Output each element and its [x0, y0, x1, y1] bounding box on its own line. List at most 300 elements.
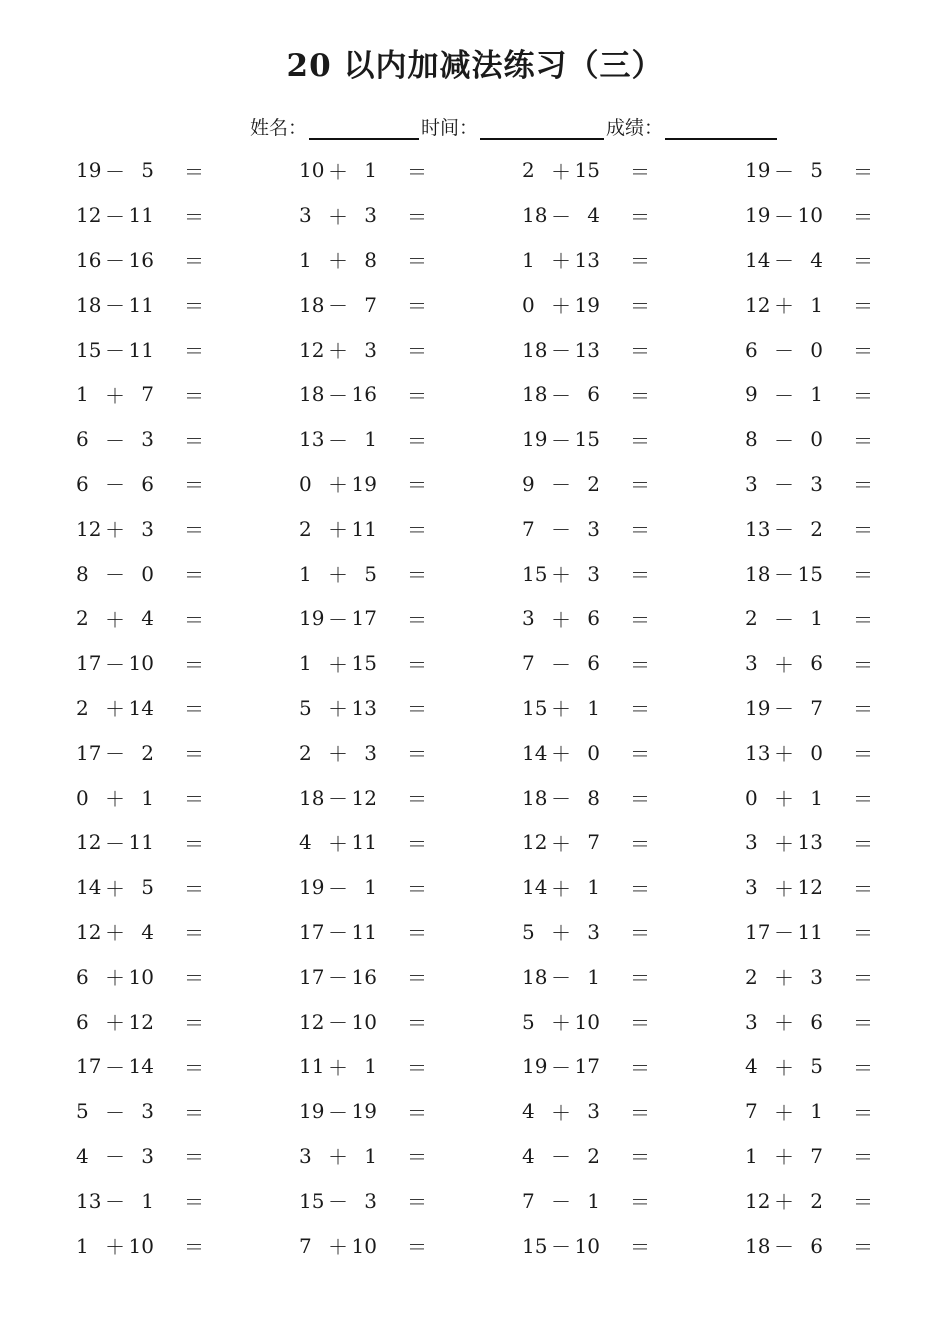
- math-problem: [299, 1178, 427, 1223]
- equals-sign: ＝: [853, 787, 873, 812]
- equals-sign: ＝: [853, 383, 873, 408]
- math-problem: [522, 551, 650, 596]
- operator: －: [328, 921, 348, 946]
- operand-a: 16: [76, 247, 102, 272]
- operand-a: 12: [76, 516, 102, 541]
- operand-b: 3: [810, 471, 823, 496]
- operator: －: [105, 831, 125, 856]
- math-problem: [76, 730, 204, 775]
- operand-b: 11: [351, 516, 377, 541]
- equals-sign: ＝: [630, 921, 650, 946]
- math-problem: [299, 238, 427, 283]
- problem-row: [76, 1044, 876, 1089]
- math-problem: [745, 1089, 873, 1134]
- operand-a: 1: [299, 561, 312, 586]
- operand-b: 3: [587, 919, 600, 944]
- operator: ＋: [551, 876, 571, 901]
- operand-a: 2: [76, 606, 89, 631]
- operand-b: 1: [587, 1188, 600, 1213]
- operator: ＋: [551, 1100, 571, 1125]
- math-problem: [76, 282, 204, 327]
- operand-b: 3: [141, 427, 154, 452]
- math-problem: [76, 462, 204, 507]
- operator: ＋: [105, 966, 125, 991]
- operand-a: 4: [522, 1143, 535, 1168]
- operator: －: [105, 1145, 125, 1170]
- operand-a: 6: [76, 964, 89, 989]
- operand-b: 3: [141, 1143, 154, 1168]
- math-problem: [745, 865, 873, 910]
- problem-row: [76, 282, 876, 327]
- operator: ＋: [105, 876, 125, 901]
- operator: －: [551, 966, 571, 991]
- math-problem: [745, 910, 873, 955]
- operand-b: 10: [128, 1233, 154, 1258]
- equals-sign: ＝: [853, 1235, 873, 1260]
- problem-row: [76, 506, 876, 551]
- operand-a: 5: [76, 1099, 89, 1124]
- operand-b: 3: [587, 1099, 600, 1124]
- equals-sign: ＝: [853, 876, 873, 901]
- math-problem: [522, 954, 650, 999]
- operator: －: [105, 428, 125, 453]
- equals-sign: ＝: [853, 1055, 873, 1080]
- equals-sign: ＝: [630, 1055, 650, 1080]
- operator: ＋: [551, 249, 571, 274]
- operand-a: 12: [299, 337, 325, 362]
- math-problem: [76, 372, 204, 417]
- equals-sign: ＝: [853, 518, 873, 543]
- math-problem: [299, 1089, 427, 1134]
- equals-sign: ＝: [184, 876, 204, 901]
- operand-b: 11: [128, 203, 154, 228]
- operator: ＋: [105, 383, 125, 408]
- operand-b: 11: [351, 919, 377, 944]
- math-problem: [522, 1178, 650, 1223]
- math-problem: [745, 820, 873, 865]
- score-label: 成绩：: [606, 117, 664, 139]
- operator: ＋: [774, 294, 794, 319]
- math-problem: [299, 999, 427, 1044]
- math-problem: [745, 372, 873, 417]
- operand-a: 14: [745, 247, 771, 272]
- operator: ＋: [105, 787, 125, 812]
- operator: －: [774, 204, 794, 229]
- math-problem: [522, 686, 650, 731]
- operator: －: [105, 563, 125, 588]
- math-problem: [76, 1089, 204, 1134]
- equals-sign: ＝: [184, 1190, 204, 1215]
- operand-b: 7: [141, 382, 154, 407]
- equals-sign: ＝: [184, 831, 204, 856]
- problem-row: [76, 999, 876, 1044]
- operand-a: 7: [522, 516, 535, 541]
- operator: －: [328, 787, 348, 812]
- operator: －: [105, 652, 125, 677]
- operand-b: 6: [587, 651, 600, 676]
- problem-row: [76, 417, 876, 462]
- equals-sign: ＝: [630, 294, 650, 319]
- operand-b: 0: [587, 740, 600, 765]
- operand-a: 6: [76, 427, 89, 452]
- operator: ＋: [105, 921, 125, 946]
- operand-b: 4: [587, 203, 600, 228]
- operator: ＋: [328, 563, 348, 588]
- operand-a: 8: [76, 561, 89, 586]
- math-problem: [76, 910, 204, 955]
- operator: ＋: [774, 1190, 794, 1215]
- operand-a: 4: [76, 1143, 89, 1168]
- operator: －: [105, 1100, 125, 1125]
- operand-b: 1: [141, 785, 154, 810]
- operand-b: 3: [364, 740, 377, 765]
- math-problem: [745, 641, 873, 686]
- operand-a: 19: [745, 203, 771, 228]
- equals-sign: ＝: [184, 159, 204, 184]
- math-problem: [76, 686, 204, 731]
- math-problem: [299, 954, 427, 999]
- operand-b: 16: [351, 964, 377, 989]
- equals-sign: ＝: [407, 249, 427, 274]
- operand-a: 14: [522, 740, 548, 765]
- operand-a: 2: [76, 695, 89, 720]
- operand-a: 13: [745, 516, 771, 541]
- operator: ＋: [105, 1235, 125, 1260]
- operator: ＋: [551, 1011, 571, 1036]
- operand-b: 8: [587, 785, 600, 810]
- equals-sign: ＝: [853, 697, 873, 722]
- math-problem: [76, 865, 204, 910]
- equals-sign: ＝: [630, 1145, 650, 1170]
- operator: ＋: [328, 1145, 348, 1170]
- operator: －: [105, 1055, 125, 1080]
- operand-b: 2: [810, 1188, 823, 1213]
- equals-sign: ＝: [630, 473, 650, 498]
- operator: ＋: [328, 652, 348, 677]
- operand-b: 5: [810, 1054, 823, 1079]
- equals-sign: ＝: [630, 518, 650, 543]
- math-problem: [299, 820, 427, 865]
- operand-a: 4: [299, 830, 312, 855]
- math-problem: [76, 641, 204, 686]
- equals-sign: ＝: [853, 563, 873, 588]
- equals-sign: ＝: [184, 563, 204, 588]
- operand-b: 7: [810, 695, 823, 720]
- operand-a: 12: [299, 1009, 325, 1034]
- math-problem: [76, 417, 204, 462]
- math-problem: [299, 1134, 427, 1179]
- operand-a: 18: [299, 382, 325, 407]
- operator: ＋: [328, 1055, 348, 1080]
- equals-sign: ＝: [184, 1055, 204, 1080]
- name-blank[interactable]: [309, 112, 419, 140]
- operator: －: [774, 159, 794, 184]
- operand-a: 1: [522, 247, 535, 272]
- equals-sign: ＝: [407, 876, 427, 901]
- operator: ＋: [328, 831, 348, 856]
- operator: －: [551, 339, 571, 364]
- operand-b: 0: [141, 561, 154, 586]
- operator: －: [105, 249, 125, 274]
- math-problem: [76, 148, 204, 193]
- equals-sign: ＝: [184, 966, 204, 991]
- operand-b: 1: [587, 695, 600, 720]
- equals-sign: ＝: [630, 1190, 650, 1215]
- operand-b: 12: [797, 875, 823, 900]
- operand-b: 10: [797, 203, 823, 228]
- operand-b: 4: [141, 919, 154, 944]
- operator: －: [105, 294, 125, 319]
- equals-sign: ＝: [630, 831, 650, 856]
- problem-row: [76, 238, 876, 283]
- math-problem: [299, 775, 427, 820]
- math-problem: [745, 462, 873, 507]
- equals-sign: ＝: [853, 1145, 873, 1170]
- problem-row: [76, 596, 876, 641]
- operand-b: 19: [574, 292, 600, 317]
- operand-a: 12: [745, 292, 771, 317]
- equals-sign: ＝: [853, 428, 873, 453]
- problem-row: [76, 954, 876, 999]
- operand-a: 15: [522, 561, 548, 586]
- problem-row: [76, 1134, 876, 1179]
- equals-sign: ＝: [407, 697, 427, 722]
- equals-sign: ＝: [407, 563, 427, 588]
- equals-sign: ＝: [853, 204, 873, 229]
- operand-b: 11: [128, 292, 154, 317]
- operand-a: 3: [745, 875, 758, 900]
- math-problem: [522, 820, 650, 865]
- operand-b: 11: [128, 337, 154, 362]
- math-problem: [745, 1223, 873, 1268]
- operand-a: 18: [522, 964, 548, 989]
- operator: ＋: [328, 518, 348, 543]
- equals-sign: ＝: [853, 249, 873, 274]
- operand-b: 5: [141, 875, 154, 900]
- operand-a: 19: [522, 427, 548, 452]
- operand-b: 17: [351, 606, 377, 631]
- operand-a: 19: [76, 158, 102, 183]
- problem-row: [76, 910, 876, 955]
- problem-row: [76, 372, 876, 417]
- operand-a: 3: [745, 471, 758, 496]
- operand-b: 10: [128, 964, 154, 989]
- operand-b: 2: [587, 471, 600, 496]
- math-problem: [745, 551, 873, 596]
- operator: －: [328, 966, 348, 991]
- operand-b: 16: [128, 247, 154, 272]
- equals-sign: ＝: [407, 204, 427, 229]
- operator: －: [551, 383, 571, 408]
- operand-b: 3: [364, 1188, 377, 1213]
- math-problem: [745, 1134, 873, 1179]
- problem-row: [76, 327, 876, 372]
- operand-b: 1: [810, 292, 823, 317]
- operand-b: 5: [364, 561, 377, 586]
- equals-sign: ＝: [184, 383, 204, 408]
- math-problem: [745, 954, 873, 999]
- operand-a: 3: [299, 203, 312, 228]
- equals-sign: ＝: [853, 742, 873, 767]
- operator: ＋: [774, 1145, 794, 1170]
- operand-b: 1: [810, 606, 823, 631]
- equals-sign: ＝: [407, 1055, 427, 1080]
- operator: ＋: [551, 697, 571, 722]
- problem-row: [76, 1089, 876, 1134]
- equals-sign: ＝: [184, 652, 204, 677]
- operator: ＋: [551, 563, 571, 588]
- equals-sign: ＝: [630, 787, 650, 812]
- score-blank[interactable]: [665, 112, 777, 140]
- math-problem: [522, 999, 650, 1044]
- operand-a: 17: [299, 964, 325, 989]
- operand-a: 15: [299, 1188, 325, 1213]
- operand-a: 18: [522, 203, 548, 228]
- operand-a: 19: [299, 606, 325, 631]
- operator: ＋: [774, 1100, 794, 1125]
- operator: －: [328, 383, 348, 408]
- operand-b: 8: [364, 247, 377, 272]
- math-problem: [745, 148, 873, 193]
- equals-sign: ＝: [184, 204, 204, 229]
- math-problem: [522, 865, 650, 910]
- math-problem: [299, 462, 427, 507]
- math-problem: [522, 1044, 650, 1089]
- math-problem: [745, 1044, 873, 1089]
- operator: ＋: [105, 697, 125, 722]
- math-problem: [522, 193, 650, 238]
- operator: －: [774, 607, 794, 632]
- equals-sign: ＝: [630, 652, 650, 677]
- operator: ＋: [774, 1055, 794, 1080]
- math-problem: [522, 1223, 650, 1268]
- operator: ＋: [551, 159, 571, 184]
- equals-sign: ＝: [853, 652, 873, 677]
- equals-sign: ＝: [853, 1011, 873, 1036]
- time-blank[interactable]: [480, 112, 604, 140]
- equals-sign: ＝: [407, 294, 427, 319]
- equals-sign: ＝: [407, 428, 427, 453]
- math-problem: [522, 327, 650, 372]
- problem-row: [76, 148, 876, 193]
- operand-a: 5: [522, 1009, 535, 1034]
- equals-sign: ＝: [853, 159, 873, 184]
- math-problem: [745, 686, 873, 731]
- operand-a: 12: [76, 919, 102, 944]
- equals-sign: ＝: [407, 966, 427, 991]
- operand-a: 10: [299, 158, 325, 183]
- math-problem: [522, 910, 650, 955]
- operand-b: 12: [128, 1009, 154, 1034]
- operand-b: 13: [797, 830, 823, 855]
- operand-a: 1: [299, 247, 312, 272]
- equals-sign: ＝: [184, 473, 204, 498]
- operand-a: 0: [522, 292, 535, 317]
- math-problem: [76, 954, 204, 999]
- operand-b: 13: [574, 337, 600, 362]
- operand-b: 0: [810, 427, 823, 452]
- math-problem: [299, 641, 427, 686]
- operand-b: 3: [364, 203, 377, 228]
- problem-row: [76, 730, 876, 775]
- equals-sign: ＝: [630, 428, 650, 453]
- operand-b: 10: [574, 1009, 600, 1034]
- math-problem: [522, 238, 650, 283]
- math-problem: [299, 1223, 427, 1268]
- operand-b: 6: [810, 1233, 823, 1258]
- equals-sign: ＝: [407, 921, 427, 946]
- operand-b: 15: [574, 158, 600, 183]
- operand-a: 8: [745, 427, 758, 452]
- operand-b: 2: [587, 1143, 600, 1168]
- operator: －: [774, 563, 794, 588]
- equals-sign: ＝: [184, 428, 204, 453]
- operator: －: [328, 876, 348, 901]
- equals-sign: ＝: [184, 1145, 204, 1170]
- equals-sign: ＝: [407, 1145, 427, 1170]
- problem-row: [76, 462, 876, 507]
- equals-sign: ＝: [630, 249, 650, 274]
- equals-sign: ＝: [853, 294, 873, 319]
- math-problem: [299, 282, 427, 327]
- math-problem: [76, 506, 204, 551]
- operand-a: 7: [522, 651, 535, 676]
- operand-a: 19: [299, 1099, 325, 1124]
- operand-b: 1: [364, 1054, 377, 1079]
- operator: ＋: [328, 1235, 348, 1260]
- equals-sign: ＝: [853, 831, 873, 856]
- operand-a: 0: [299, 471, 312, 496]
- operator: －: [551, 428, 571, 453]
- math-problem: [299, 148, 427, 193]
- equals-sign: ＝: [184, 697, 204, 722]
- operand-b: 4: [810, 247, 823, 272]
- math-problem: [745, 596, 873, 641]
- operator: ＋: [105, 1011, 125, 1036]
- math-problem: [76, 551, 204, 596]
- equals-sign: ＝: [630, 204, 650, 229]
- operator: －: [774, 697, 794, 722]
- problem-row: [76, 193, 876, 238]
- math-problem: [299, 327, 427, 372]
- equals-sign: ＝: [184, 339, 204, 364]
- operand-a: 18: [522, 337, 548, 362]
- equals-sign: ＝: [407, 742, 427, 767]
- operator: ＋: [328, 204, 348, 229]
- equals-sign: ＝: [184, 921, 204, 946]
- operand-a: 17: [76, 651, 102, 676]
- operator: ＋: [774, 742, 794, 767]
- operand-b: 14: [128, 695, 154, 720]
- operator: －: [774, 921, 794, 946]
- operand-a: 13: [76, 1188, 102, 1213]
- operand-b: 11: [351, 830, 377, 855]
- math-problem: [745, 1178, 873, 1223]
- equals-sign: ＝: [184, 294, 204, 319]
- operand-b: 1: [587, 875, 600, 900]
- operand-b: 6: [141, 471, 154, 496]
- operand-a: 6: [745, 337, 758, 362]
- worksheet-title: 20 以内加减法练习（三）: [286, 48, 664, 84]
- math-problem: [745, 238, 873, 283]
- operand-a: 1: [299, 651, 312, 676]
- operand-a: 18: [745, 561, 771, 586]
- operand-b: 1: [364, 1143, 377, 1168]
- math-problem: [299, 730, 427, 775]
- operand-b: 0: [810, 740, 823, 765]
- operand-a: 17: [745, 919, 771, 944]
- equals-sign: ＝: [630, 607, 650, 632]
